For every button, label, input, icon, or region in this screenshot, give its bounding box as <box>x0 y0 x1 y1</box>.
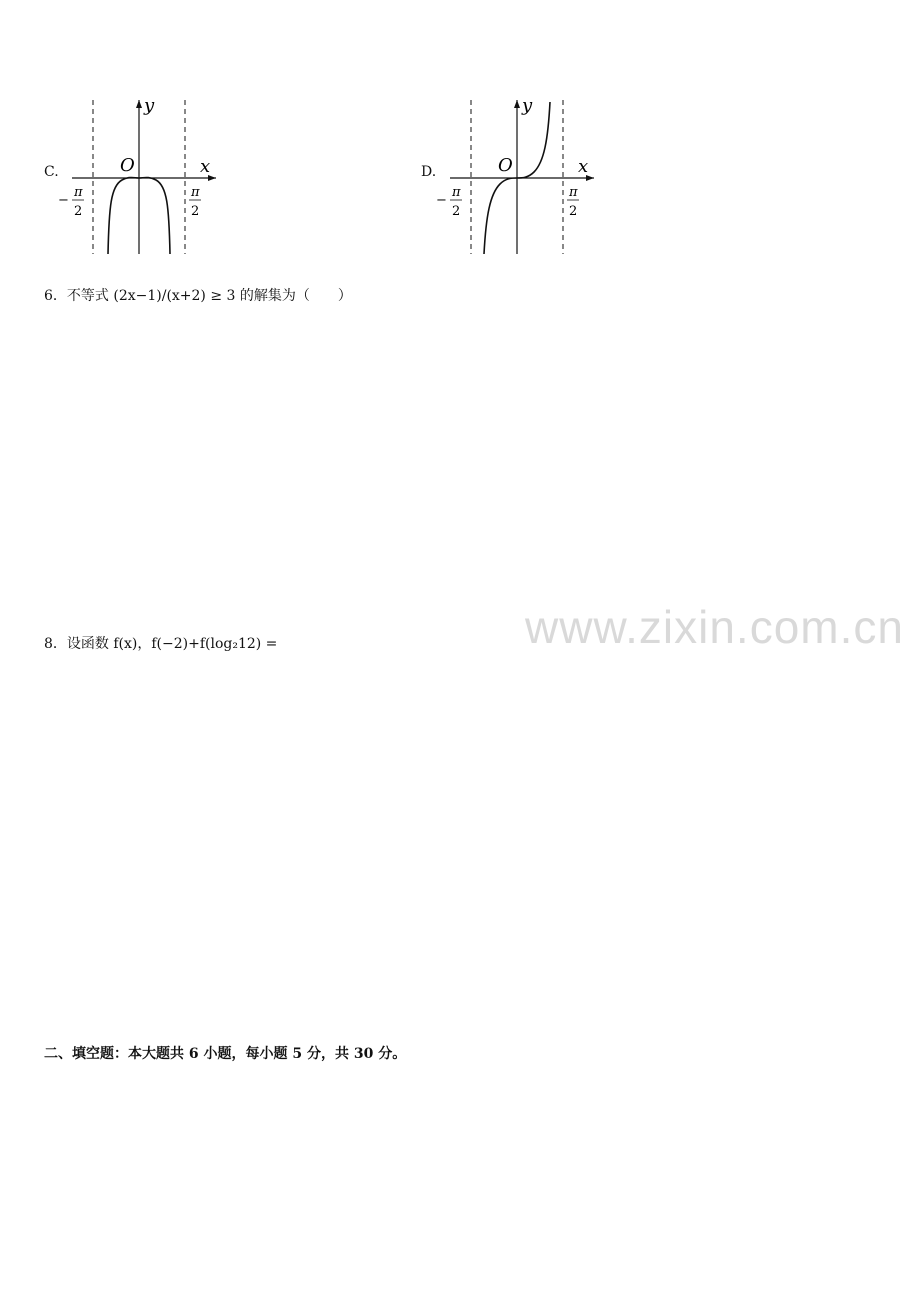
option-d-label: D. <box>421 164 437 180</box>
pos-pi: π <box>191 185 200 200</box>
q6-text: 6．不等式 (2x−1)/(x+2) ≥ 3 的解集为（ ） <box>44 288 352 304</box>
neg-two: 2 <box>452 204 461 219</box>
pos-pi: π <box>569 185 578 200</box>
watermark: www.zixin.com.cn <box>525 601 904 653</box>
neg-sign: − <box>436 193 447 208</box>
y-label: y <box>144 96 155 116</box>
pos-two: 2 <box>569 204 578 219</box>
graph-c <box>56 96 226 256</box>
graph-d <box>434 96 604 256</box>
option-c-label: C. <box>44 164 59 180</box>
y-label: y <box>522 96 533 116</box>
neg-sign: − <box>58 193 69 208</box>
y-axis-arrow <box>136 100 142 108</box>
q8-text: 8．设函数 f(x)，f(−2)+f(log₂12) = <box>44 636 278 652</box>
origin-label: O <box>498 155 513 176</box>
origin-label: O <box>120 155 135 176</box>
neg-pi: π <box>452 185 461 200</box>
x-label: x <box>200 156 211 177</box>
section-2-title: 二、填空题：本大题共 6 小题，每小题 5 分，共 30 分。 <box>44 1046 407 1062</box>
neg-two: 2 <box>74 204 83 219</box>
y-axis-arrow <box>514 100 520 108</box>
neg-pi: π <box>74 185 83 200</box>
pos-two: 2 <box>191 204 200 219</box>
x-label: x <box>578 156 589 177</box>
